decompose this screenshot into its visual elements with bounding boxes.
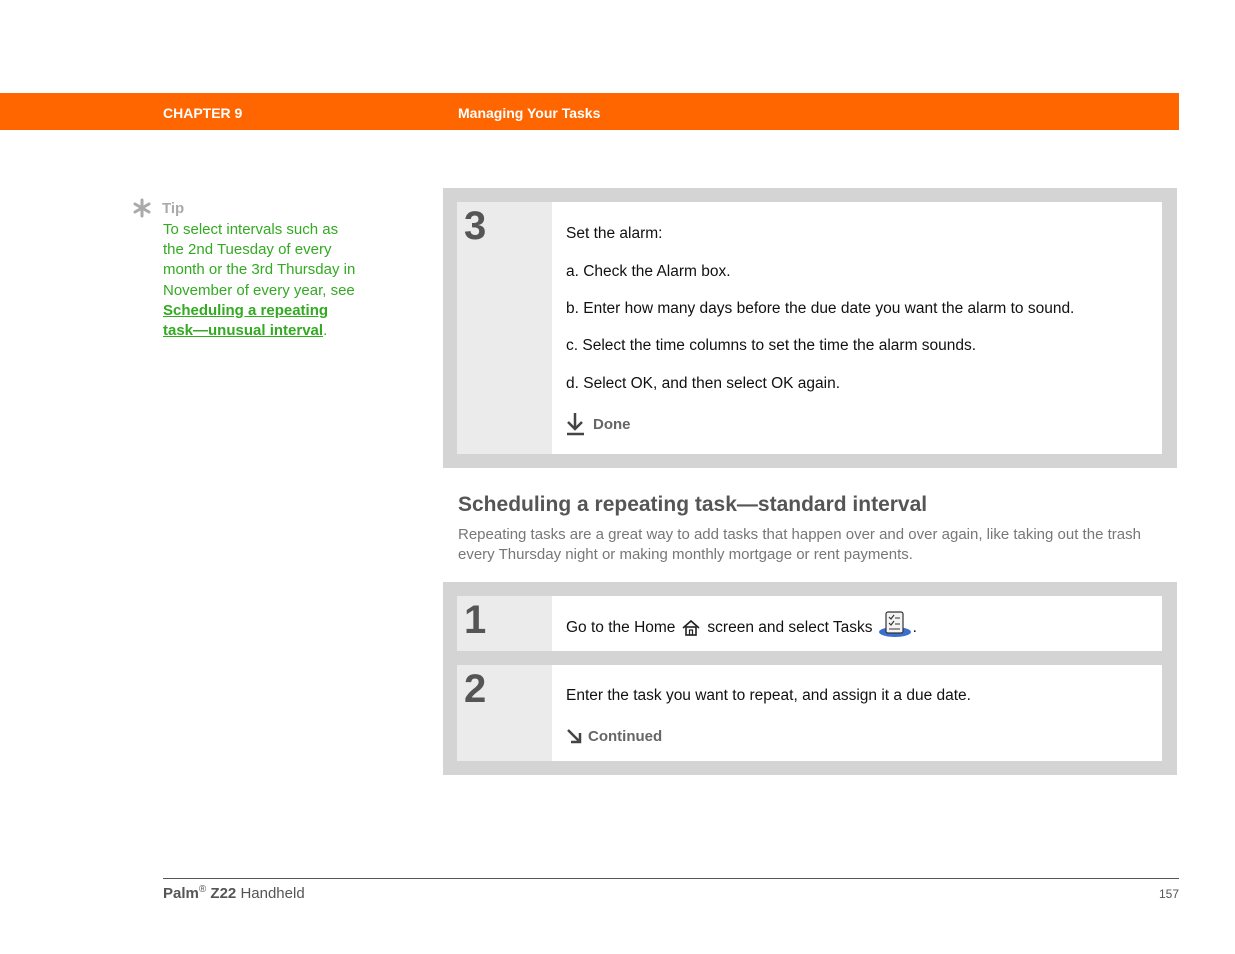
tip-link-unusual-interval[interactable]: Scheduling a repeating task—unusual interval bbox=[163, 301, 329, 340]
step-number-cell bbox=[457, 202, 552, 454]
step-item-d: d. Select OK, and then select OK again. bbox=[566, 375, 840, 392]
step-3 bbox=[457, 202, 1162, 454]
footer-rule bbox=[163, 878, 1179, 879]
step-1-text bbox=[566, 618, 917, 638]
tip-text bbox=[163, 220, 358, 341]
section-intro: Repeating tasks are a great way to add tasks that happen over and over again, like taking out the trash every Thursday night or making monthly mortgage or rent payments. bbox=[458, 526, 1141, 563]
section-title: Scheduling a repeating task—standard interval bbox=[458, 493, 928, 516]
step-1-text-a: Go to the Home bbox=[566, 619, 676, 636]
footer-registered: ® bbox=[198, 884, 207, 895]
tip-body-text: To select intervals such as the 2nd Tuesday of every month or the 3rd Thursday in November of every year, see bbox=[163, 221, 356, 299]
chapter-number: CHAPTER 9 bbox=[163, 105, 243, 121]
step-intro: Set the alarm: bbox=[566, 225, 663, 242]
continued-indicator bbox=[566, 727, 662, 745]
step-item-c: c. Select the time columns to set the time the alarm sounds. bbox=[566, 337, 977, 354]
step-content bbox=[552, 202, 1162, 454]
done-label: Done bbox=[593, 415, 631, 433]
step-number: 2 bbox=[464, 667, 487, 711]
step-2-text: Enter the task you want to repeat, and assign it a due date. bbox=[566, 687, 971, 704]
footer-brand: Palm bbox=[163, 885, 199, 902]
step-group-3 bbox=[443, 188, 1177, 468]
step-number: 1 bbox=[464, 598, 487, 642]
step-item-b: b. Enter how many days before the due date you want the alarm to sound. bbox=[566, 300, 1075, 317]
footer-product bbox=[163, 884, 305, 902]
tip-label: Tip bbox=[162, 199, 185, 217]
chapter-title: Managing Your Tasks bbox=[458, 105, 601, 121]
step-number: 3 bbox=[464, 204, 487, 248]
done-indicator bbox=[566, 412, 631, 436]
home-icon bbox=[681, 619, 701, 637]
continued-label: Continued bbox=[588, 727, 663, 745]
asterisk-tip-icon bbox=[132, 198, 152, 218]
page-number: 157 bbox=[1158, 887, 1179, 901]
step-1-text-b: screen and select Tasks bbox=[707, 619, 873, 636]
step-number-cell bbox=[457, 665, 552, 761]
tip-after-link: . bbox=[323, 322, 328, 340]
chapter-header-bar bbox=[0, 93, 1179, 130]
tip-box bbox=[132, 198, 362, 341]
tasks-app-icon bbox=[877, 610, 913, 638]
done-arrow-icon bbox=[566, 412, 586, 436]
footer-product-name: Handheld bbox=[240, 885, 305, 902]
step-1 bbox=[457, 596, 1162, 651]
continued-arrow-icon bbox=[566, 727, 584, 745]
step-2 bbox=[457, 665, 1162, 761]
step-1-text-end: . bbox=[912, 619, 917, 636]
step-number-cell bbox=[457, 596, 552, 651]
step-group-1-2 bbox=[443, 582, 1177, 775]
step-content bbox=[552, 596, 1162, 651]
step-content bbox=[552, 665, 1162, 761]
footer-model: Z22 bbox=[210, 885, 237, 902]
step-item-a: a. Check the Alarm box. bbox=[566, 263, 731, 280]
